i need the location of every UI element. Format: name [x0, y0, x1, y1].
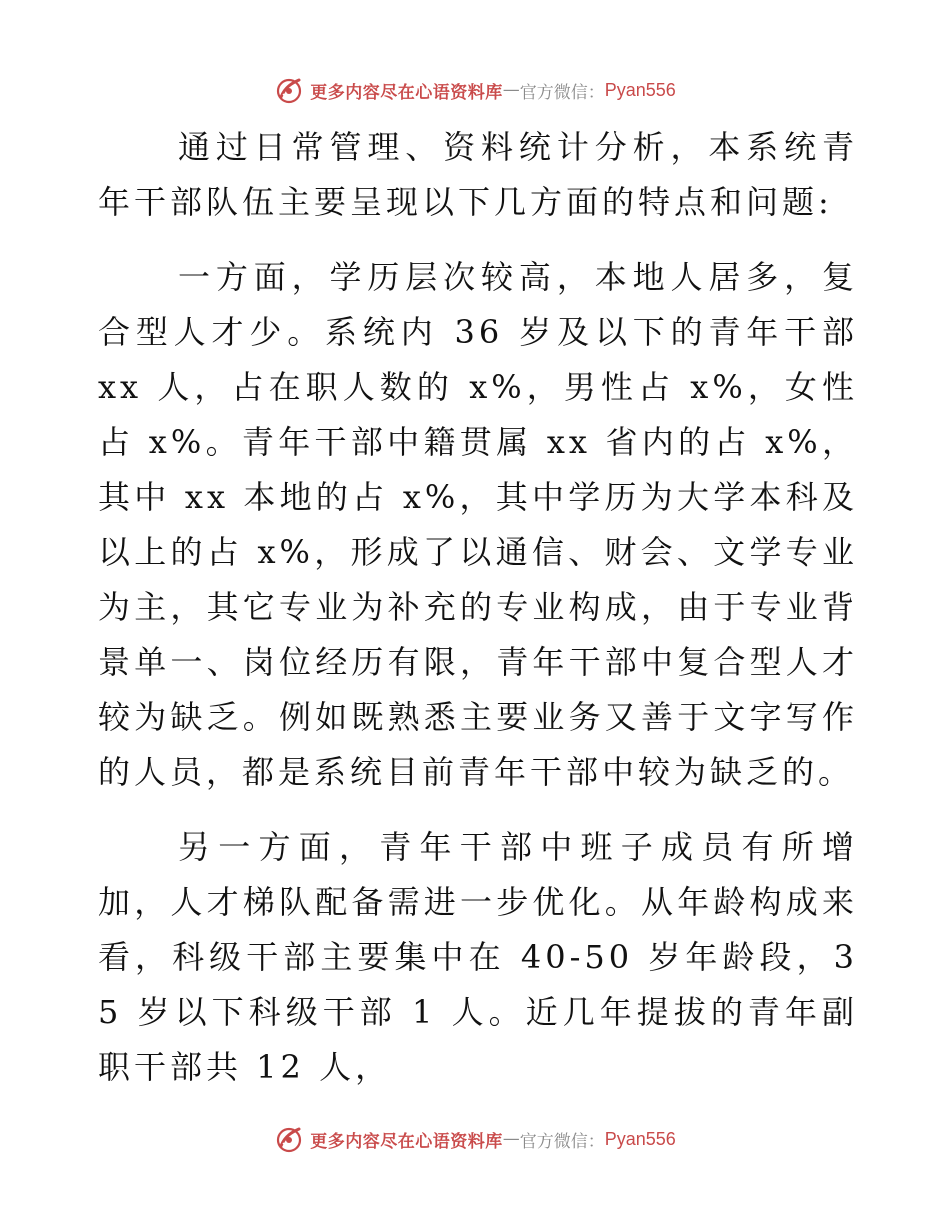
watermark-dash: — — [502, 1129, 520, 1149]
watermark-wechat-id: Pyan556 — [604, 79, 676, 100]
paragraph-first-aspect: 一方面，学历层次较高，本地人居多，复合型人才少。系统内 36 岁及以下的青年干部 xx 人，占在职人数的 x%，男性占 x%，女性占 x%。青年干部中籍贯属 xx 省内的占 x%，其中 xx 本地的占 x%，其中学历为大学本科及以上的占 x%，形成了以通信、财会、文学专业为主，其它专业为补充的专业构成，由于专业背景单一、岗位经历有限，青年干部中复合型人才较为缺乏。例如既熟悉主要业务又善于文字写作的人员，都是系统目前青年干部中较为缺乏的。 — [98, 258, 858, 791]
watermark-main-text: 更多内容尽在心语资料库 — [310, 82, 503, 103]
watermark-main-text: 更多内容尽在心语资料库 — [310, 1131, 503, 1152]
watermark-wechat-id: Pyan556 — [604, 1128, 676, 1149]
watermark-dash: — — [502, 80, 520, 100]
paragraph-intro: 通过日常管理、资料统计分析，本系统青年干部队伍主要呈现以下几方面的特点和问题: — [98, 128, 858, 221]
watermark-wechat-label: 官方微信： — [519, 82, 605, 103]
watermark-banner-bottom — [0, 1122, 950, 1156]
watermark-banner-top — [0, 73, 950, 107]
watermark-wechat-label: 官方微信： — [519, 1131, 605, 1152]
document-body — [98, 120, 858, 1095]
pen-swirl-icon — [274, 75, 304, 105]
pen-swirl-icon — [274, 1124, 304, 1154]
paragraph-second-aspect: 另一方面，青年干部中班子成员有所增加，人才梯队配备需进一步优化。从年龄构成来看，科级干部主要集中在 40-50 岁年龄段，35 岁以下科级干部 1 人。近几年提拔的青年副职干部共 12 人， — [98, 828, 858, 1086]
